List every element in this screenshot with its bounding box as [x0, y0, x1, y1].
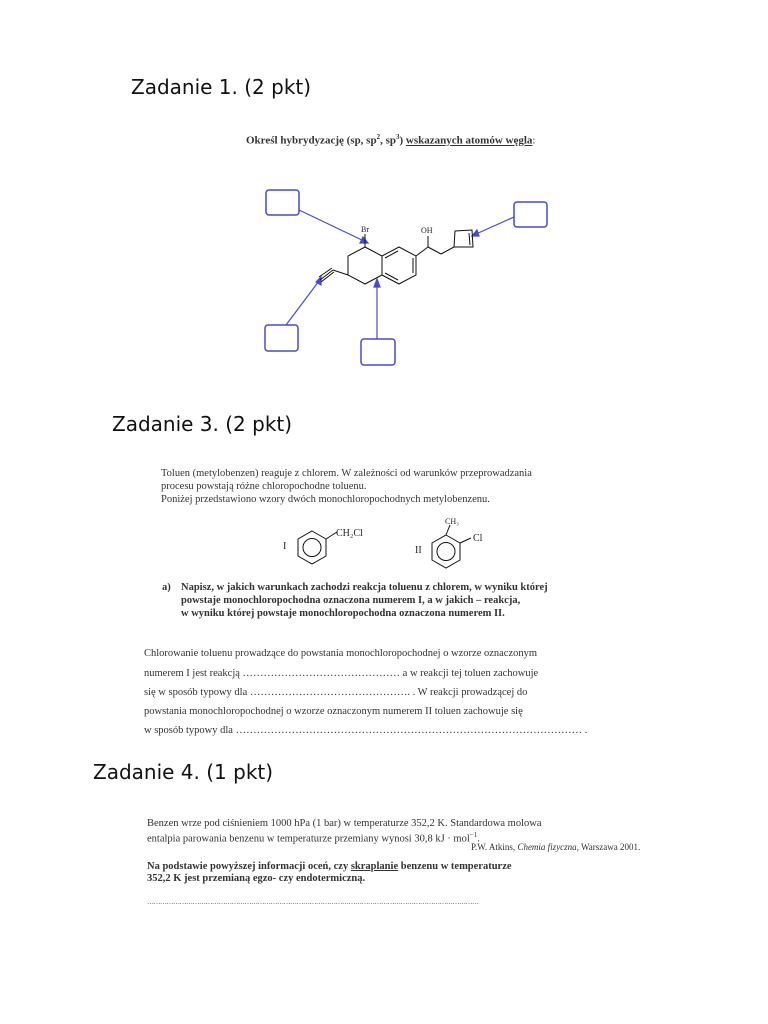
task1-instruction-start: Określ hybrydyzację (sp, sp [246, 134, 377, 147]
task4-source-italic: Chemia fizyczna [517, 842, 577, 852]
task1-instruction-mid2: ) [399, 134, 406, 147]
task4-question-underlined: skraplanie [350, 861, 399, 872]
task1-sup2: 3 [396, 133, 400, 141]
label-br: Br [361, 225, 369, 234]
task3-answer-line2[interactable]: numerem I jest reakcją ……………………………………… a w reakcji tej toluen zachowuje [144, 668, 539, 679]
task3-heading: Zadanie 3. (2 pkt) [112, 412, 293, 436]
task1-instruction-underlined: wskazanych atomów węgla [405, 134, 533, 147]
task3-intro-line3: Poniżej przedstawiono wzory dwóch monochloropochodnych metylobenzenu. [161, 494, 490, 505]
compound2-cl: Cl [473, 533, 483, 544]
task4-text-line1: Benzen wrze pod ciśnieniem 1000 hPa (1 bar) w temperaturze 352,2 K. Standardowa molowa [147, 818, 542, 829]
task4-text-line2-sup: −1 [469, 831, 478, 839]
task3-answer-line3[interactable]: się w sposób typowy dla ………………………………………. . W reakcji prowadzącej do [144, 687, 528, 698]
task4-text-line2 [147, 829, 480, 846]
compound1-numeral: I [283, 541, 287, 552]
task3-question-letter: a) [162, 582, 171, 593]
task4-answer-line[interactable]: ……………………………………………………………………………………………………………………………………… [147, 898, 479, 906]
task4-source-start: P.W. Atkins, [471, 842, 518, 852]
label-oh: OH [421, 226, 433, 235]
task4-heading: Zadanie 4. (1 pkt) [93, 760, 274, 784]
task1-heading: Zadanie 1. (2 pkt) [131, 75, 312, 99]
task3-intro-line1: Toluen (metylobenzen) reaguje z chlorem. W zależności od warunków przeprowadzania [161, 468, 532, 479]
task4-question-line2: 352,2 K jest przemianą egzo- czy endotermiczną. [147, 873, 366, 884]
task1-instruction-end: : [532, 134, 536, 147]
task4-source [471, 842, 640, 852]
task1-sup1: 2 [376, 133, 381, 141]
task3-question-line2: powstaje monochloropochodna oznaczona numerem I, a w jakich – reakcja, [181, 595, 521, 606]
task3-intro-line2: procesu powstają różne chloropochodne toluenu. [161, 481, 367, 492]
task4-question-line1-start: Na podstawie powyższej informacji oceń, czy [147, 861, 351, 872]
task4-source-end: , Warszawa 2001. [576, 842, 641, 852]
task3-answer-line1: Chlorowanie toluenu prowadzące do powstania monochloropochodnej o wzorze oznaczonym [144, 648, 538, 659]
task3-answer-line4: powstania monochloropochodnej o wzorze oznaczonym numerem II toluen zachowuje się [144, 706, 523, 717]
compound2-methyl: CH₃ [445, 517, 459, 526]
task3-question-line3: w wyniku której powstaje monochloropochodna oznaczona numerem II. [181, 608, 505, 619]
compound1-ring [298, 531, 337, 564]
task4-question-line1-end: benzenu w temperaturze [398, 861, 512, 872]
task4-text-line2-end: . [477, 833, 480, 845]
compound2-numeral: II [415, 545, 422, 556]
task4-text-line2-start: entalpia parowania benzenu w temperaturze przemiany wynosi 30,8 kJ · mol [147, 833, 470, 845]
compound2-ring [432, 525, 471, 568]
task3-question-line1: Napisz, w jakich warunkach zachodzi reakcja toluenu z chlorem, w wyniku której [181, 582, 548, 593]
task1-instruction-mid: , sp [380, 134, 396, 147]
task3-answer-line5[interactable]: w sposób typowy dla ……………………………………………………………………………………… . [144, 725, 588, 736]
compound1-group: CH₂Cl [336, 528, 363, 539]
